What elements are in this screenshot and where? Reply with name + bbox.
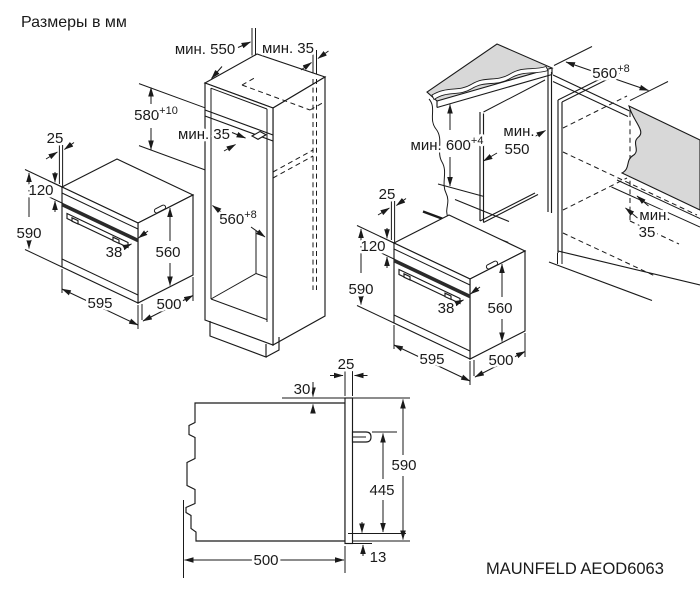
dim-side-height: 590: [391, 457, 417, 474]
dim-column-shelf-gap: мин. 35: [178, 126, 230, 143]
dim-column-niche-width: $560^{+8}$: [219, 209, 257, 228]
dim-oven-handle: 38: [437, 300, 455, 317]
dim-oven-handle: 38: [105, 244, 123, 261]
dim-oven-depth: 500: [156, 296, 182, 313]
dim-oven-total-height: 590: [348, 281, 374, 298]
dim-side-handle-to-base: 445: [369, 482, 395, 499]
dim-oven-width: 595: [419, 351, 445, 368]
dim-oven-door-offset: 25: [378, 186, 396, 203]
dim-corner-height: мин. $600^{+4}$: [410, 135, 484, 154]
dim-oven-width: 595: [87, 295, 113, 312]
dim-side-door-thickness: 25: [337, 356, 355, 373]
dim-oven-total-height: 590: [16, 225, 42, 242]
dim-side-bottom-inset: 13: [369, 549, 387, 566]
dim-column-niche-height: $580^{+10}$: [134, 105, 178, 124]
model-label: MAUNFELD AEOD6063: [486, 560, 664, 578]
dim-corner-depth-line1: мин.: [503, 123, 535, 140]
dim-oven-panel-height: 120: [360, 238, 386, 255]
side-section-view: [184, 356, 417, 578]
dim-side-depth: 500: [253, 552, 279, 569]
dim-oven-panel-height: 120: [28, 182, 54, 199]
dim-corner-niche-width: $560^{+8}$: [592, 63, 630, 82]
dim-oven-door-offset: 25: [46, 130, 64, 147]
dim-oven-depth: 500: [488, 352, 514, 369]
dim-corner-depth-line2: 550: [504, 141, 530, 158]
dim-oven-body-height: 560: [487, 300, 513, 317]
dim-oven-body-height: 560: [155, 244, 181, 261]
dim-column-rear-gap: мин. 35: [262, 40, 314, 57]
dim-column-top-depth: мин. 550: [174, 41, 236, 58]
dim-corner-gap-line2: 35: [638, 224, 656, 241]
dim-side-top-inset: 30: [293, 381, 311, 398]
page-title: Размеры в мм: [21, 14, 127, 31]
dim-corner-gap-line1: мин.: [639, 207, 671, 224]
